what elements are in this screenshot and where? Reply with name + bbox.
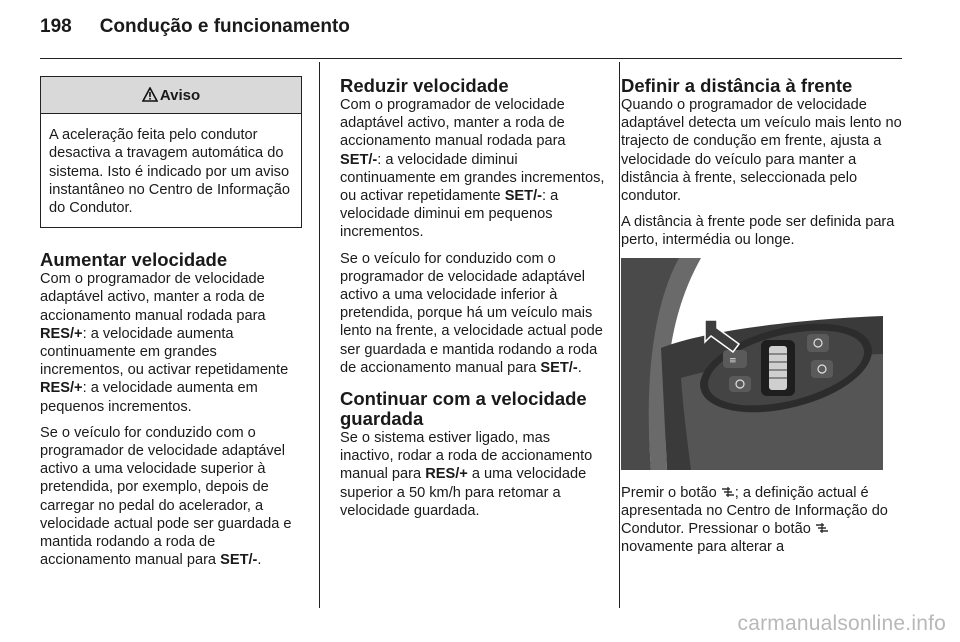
column-2 (340, 76, 605, 528)
page-header (40, 16, 350, 38)
warning-header (41, 77, 301, 114)
steering-wheel-image (621, 258, 883, 470)
column-divider-2 (619, 62, 620, 608)
warning-triangle-icon (142, 87, 158, 102)
paragraph: Se o sistema estiver ligado, mas inactivo, rodar a roda de accionamento manual para RES/+ a uma velocidade superior a 50 km/h para retomar a velocidade guardada. (340, 430, 593, 519)
section-heading-reduzir: Reduzir velocidade (340, 75, 509, 96)
paragraph: Quando o programador de velocidade adaptável detecta um veículo mais lento no trajecto de condução em frente, ajusta a velocidade do veículo para manter a distância à frente, seleccionada pelo condutor. (621, 97, 902, 205)
section-heading-continuar: Continuar com a velocidade guardada (340, 388, 587, 430)
column-divider-1 (319, 62, 320, 608)
page-number: 198 (40, 16, 72, 37)
page-title: Condução e funcionamento (99, 16, 350, 37)
distance-setting-icon (721, 486, 735, 498)
column-1 (40, 76, 302, 577)
svg-text:≡: ≡ (729, 355, 737, 366)
section-heading-distancia: Definir a distância à frente (621, 75, 853, 96)
paragraph: Com o programador de velocidade adaptável activo, manter a roda de accionamento manual rodada para SET/-: a velocidade diminui continuamente em grandes incrementos, ou activar repetidamente SET/-: a velocidade diminui em pequenos incrementos. (340, 97, 605, 241)
warning-text: A aceleração feita pelo condutor desactiva a travagem automática do sistema. Isto é indicado por um aviso instantâneo no Centro de Informação do Condutor. (49, 127, 290, 217)
steering-wheel-controls-illustration (621, 258, 883, 470)
section-heading-aumentar: Aumentar velocidade (40, 249, 228, 271)
watermark: carmanualsonline.info (737, 612, 946, 635)
paragraph: A distância à frente pode ser definida para perto, intermédia ou longe. (621, 214, 895, 249)
paragraph: Se o veículo for conduzido com o programador de velocidade adaptável activo a uma velocidade superior à pretendida, por exemplo, depois de carregar no pedal do acelerador, a velocidade actual pode ser guardada e mantida rodando a roda de accionamento manual para SET/-. (40, 424, 292, 569)
warning-box (40, 76, 302, 228)
distance-setting-icon (815, 522, 829, 534)
paragraph: Premir o botão ; a definição actual é apresentada no Centro de Informação do Condutor. Pressionar o botão novamente para alterar a (621, 484, 888, 556)
paragraph: Se o veículo for conduzido com o programador de velocidade adaptável activo a uma velocidade inferior à pretendida, porque há um veículo mais lento na frente, a velocidade actual pode ser guardada e mantida rodando a roda de accionamento manual para SET/-. (340, 250, 603, 376)
paragraph: Com o programador de velocidade adaptável activo, manter a roda de accionamento manual rodada para RES/+: a velocidade aumenta continuamente em grandes incrementos, ou activar repetidamente RES/+: a velocidade aumenta em pequenos incrementos. (40, 271, 289, 415)
warning-title: Aviso (159, 87, 201, 104)
column-3 (621, 76, 903, 564)
header-rule (40, 58, 902, 59)
